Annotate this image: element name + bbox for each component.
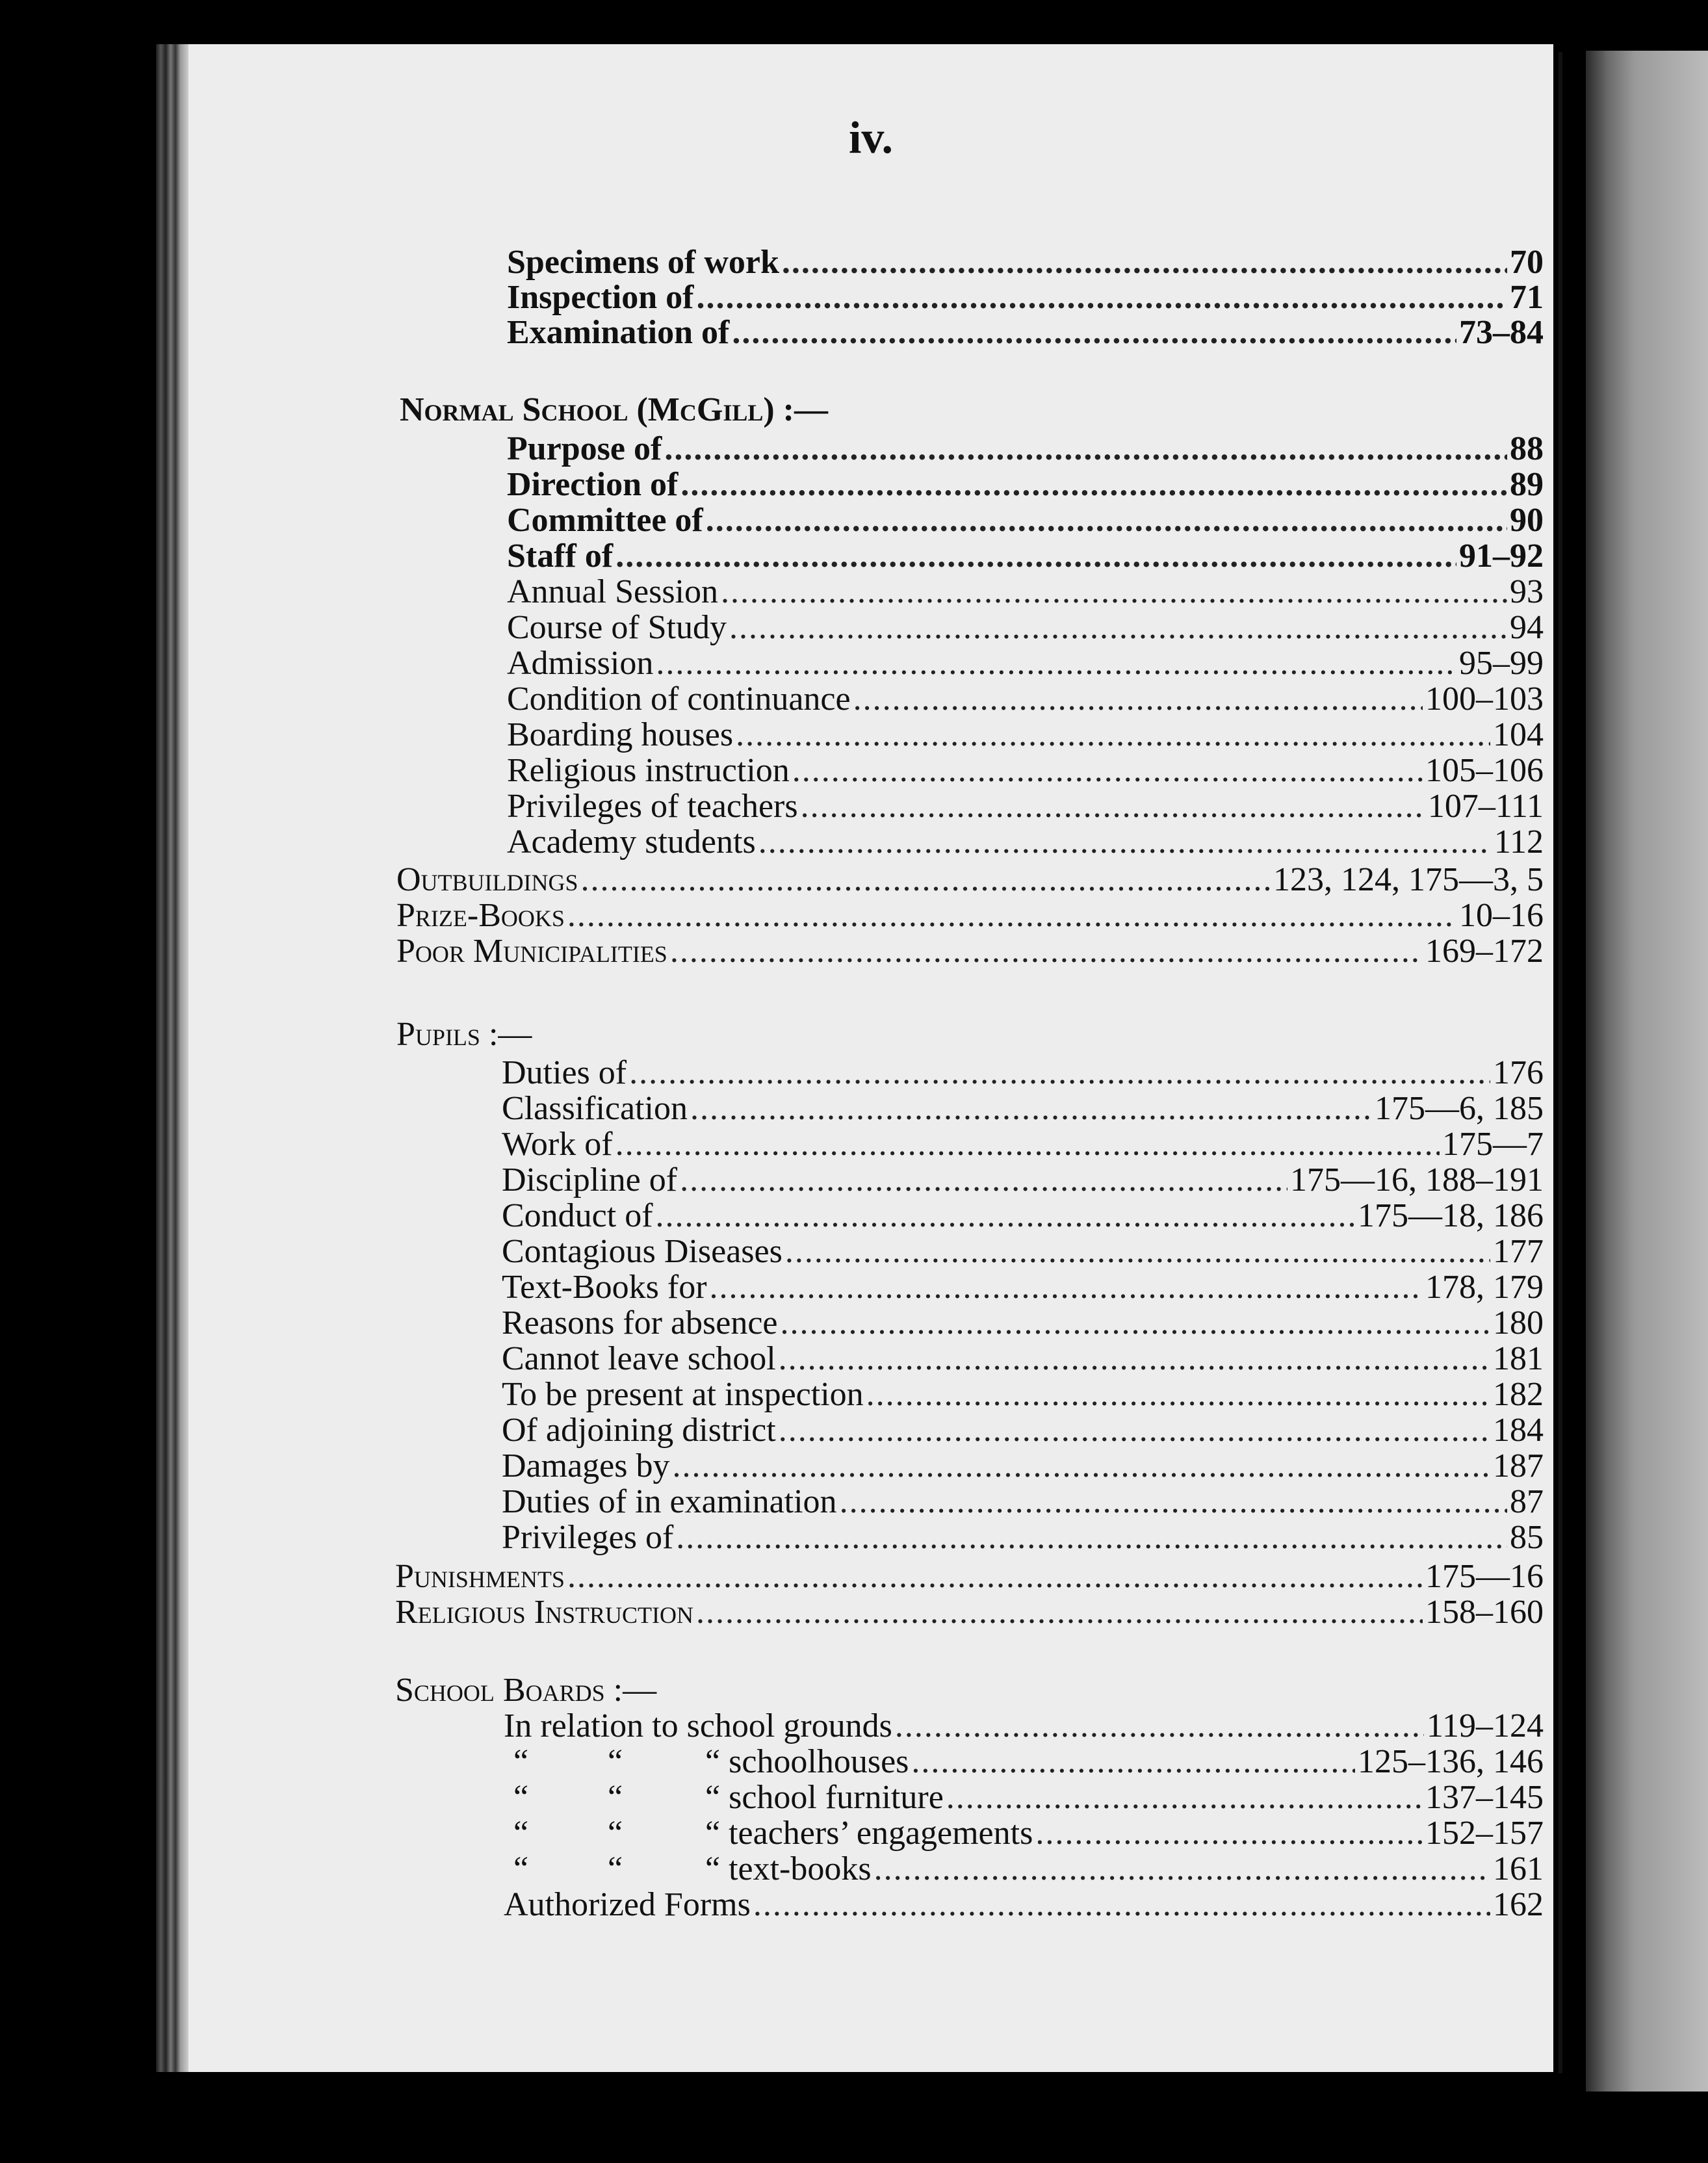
index-entry	[504, 1887, 1544, 1923]
index-entry	[507, 538, 1544, 575]
leader-dots	[676, 1520, 1507, 1556]
leader-dots	[567, 898, 1456, 934]
leader-dots	[581, 862, 1271, 898]
entry-page-ref: 175—6, 185	[1375, 1090, 1544, 1127]
leader-dots	[680, 467, 1507, 503]
index-entry	[507, 574, 1544, 610]
leader-dots	[696, 279, 1507, 316]
adjacent-page-edge	[1586, 51, 1708, 2092]
ditto-mark: “	[513, 1815, 529, 1852]
entry-label: Duties of	[502, 1054, 627, 1091]
entry-label: Reasons for absence	[502, 1304, 778, 1341]
entry-label: Punishments	[395, 1558, 565, 1595]
entry-label: “ teachers’ engagements	[705, 1815, 1033, 1852]
leader-dots	[895, 1708, 1424, 1744]
leader-dots	[670, 933, 1423, 970]
entry-label: Direction of	[507, 466, 679, 503]
entry-label: Course of Study	[507, 609, 727, 646]
entry-label: Condition of continuance	[507, 680, 851, 718]
leader-dots	[721, 574, 1507, 610]
entry-page-ref: 88	[1510, 430, 1544, 467]
leader-dots	[706, 502, 1507, 539]
page-number: iv.	[848, 113, 894, 163]
entry-label: Of adjoining district	[502, 1412, 776, 1449]
index-entry	[507, 753, 1544, 789]
ditto-mark: “	[513, 1779, 529, 1816]
leader-dots	[710, 1269, 1423, 1306]
entry-label: Outbuildings	[396, 861, 578, 898]
entry-label: Committee of	[507, 502, 703, 539]
leader-dots	[615, 1126, 1440, 1163]
entry-page-ref: 71	[1510, 279, 1544, 316]
leader-dots	[615, 538, 1456, 575]
entry-label: Admission	[507, 645, 654, 682]
leader-dots	[736, 717, 1490, 753]
leader-dots	[866, 1377, 1490, 1413]
index-entry	[507, 824, 1544, 861]
entry-page-ref: 125–136, 146	[1358, 1743, 1544, 1780]
entry-page-ref: 178, 179	[1425, 1269, 1544, 1306]
index-entry	[705, 1815, 1544, 1852]
leader-dots	[656, 645, 1456, 682]
index-entry	[502, 1305, 1544, 1341]
entry-label: Boarding houses	[507, 716, 734, 753]
entry-label: Inspection of	[507, 279, 694, 316]
entry-label: Purpose of	[507, 430, 662, 467]
index-entry	[395, 1559, 1544, 1595]
index-entry	[395, 1594, 1544, 1631]
entry-page-ref: 89	[1510, 466, 1544, 503]
index-entry	[502, 1055, 1544, 1091]
entry-label: “ schoolhouses	[705, 1743, 909, 1780]
leader-dots	[629, 1055, 1490, 1091]
leader-dots	[785, 1234, 1490, 1270]
entry-page-ref: 105–106	[1425, 752, 1544, 789]
entry-page-ref: 73–84	[1459, 314, 1544, 351]
leader-dots	[874, 1851, 1490, 1887]
leader-dots	[840, 1484, 1507, 1520]
entry-page-ref: 175—16	[1425, 1558, 1544, 1595]
entry-label: “ school furniture	[705, 1779, 944, 1816]
entry-label: Contagious Diseases	[502, 1233, 783, 1270]
leader-dots	[656, 1198, 1355, 1234]
leader-dots	[782, 244, 1507, 281]
index-entry	[502, 1377, 1544, 1413]
entry-label: Classification	[502, 1090, 688, 1127]
ditto-mark: “	[608, 1779, 623, 1816]
index-entry	[507, 279, 1544, 316]
leader-dots	[567, 1559, 1423, 1595]
index-entry	[705, 1780, 1544, 1816]
index-entry	[502, 1091, 1544, 1127]
entry-page-ref: 175—18, 186	[1358, 1197, 1544, 1234]
leader-dots	[664, 431, 1507, 467]
index-entry	[502, 1341, 1544, 1377]
leader-dots	[801, 788, 1425, 825]
entry-label: Staff of	[507, 538, 614, 575]
entry-page-ref: 176	[1493, 1054, 1544, 1091]
ditto-mark: “	[608, 1815, 623, 1852]
entry-page-ref: 70	[1510, 244, 1544, 281]
index-entry	[504, 1708, 1544, 1744]
index-entry	[396, 933, 1544, 970]
section-heading-school-boards: School Boards :—	[395, 1672, 657, 1709]
index-entry	[507, 717, 1544, 753]
entry-page-ref: 177	[1493, 1233, 1544, 1270]
leader-dots	[729, 610, 1507, 646]
index-entry	[502, 1269, 1544, 1306]
entry-page-ref: 181	[1493, 1340, 1544, 1377]
entry-label: “ text-books	[705, 1850, 872, 1887]
entry-label: Specimens of work	[507, 244, 779, 281]
index-entry	[507, 431, 1544, 467]
leader-dots	[696, 1594, 1423, 1631]
entry-page-ref: 180	[1493, 1304, 1544, 1341]
index-entry	[502, 1412, 1544, 1449]
index-entry	[705, 1744, 1544, 1780]
entry-label: Examination of	[507, 314, 730, 351]
index-entry	[705, 1851, 1544, 1887]
index-entry	[507, 467, 1544, 503]
index-entry	[507, 681, 1544, 718]
entry-page-ref: 119–124	[1426, 1707, 1544, 1744]
index-entry	[502, 1162, 1544, 1198]
entry-label: Religious instruction	[507, 752, 790, 789]
entry-label: Poor Municipalities	[396, 933, 667, 970]
entry-page-ref: 169–172	[1425, 933, 1544, 970]
ditto-mark: “	[608, 1743, 623, 1780]
leader-dots	[680, 1162, 1287, 1198]
index-entry	[502, 1198, 1544, 1234]
leader-dots	[1035, 1815, 1423, 1852]
entry-label: Privileges of	[502, 1519, 674, 1556]
entry-page-ref: 87	[1510, 1483, 1544, 1520]
ditto-mark: “	[608, 1850, 623, 1887]
entry-page-ref: 152–157	[1425, 1815, 1544, 1852]
entry-label: Text-Books for	[502, 1269, 707, 1306]
index-entry	[502, 1234, 1544, 1270]
leader-dots	[732, 315, 1456, 351]
leader-dots	[753, 1887, 1490, 1923]
leader-dots	[758, 824, 1492, 861]
leader-dots	[672, 1448, 1490, 1484]
entry-page-ref: 90	[1510, 502, 1544, 539]
entry-label: Work of	[502, 1126, 613, 1163]
index-entry	[507, 610, 1544, 646]
entry-label: Authorized Forms	[504, 1886, 751, 1923]
entry-page-ref: 158–160	[1425, 1594, 1544, 1631]
index-entry	[396, 898, 1544, 934]
entry-label: Conduct of	[502, 1197, 653, 1234]
index-entry	[507, 502, 1544, 539]
entry-page-ref: 10–16	[1459, 897, 1544, 934]
entry-page-ref: 100–103	[1425, 680, 1544, 718]
entry-page-ref: 182	[1493, 1376, 1544, 1413]
entry-label: Privileges of teachers	[507, 788, 798, 825]
entry-page-ref: 175—7	[1442, 1126, 1544, 1163]
entry-page-ref: 184	[1493, 1412, 1544, 1449]
entry-page-ref: 93	[1510, 573, 1544, 610]
entry-label: Annual Session	[507, 573, 718, 610]
leader-dots	[690, 1091, 1372, 1127]
entry-page-ref: 187	[1493, 1447, 1544, 1484]
entry-page-ref: 94	[1510, 609, 1544, 646]
index-entry	[502, 1520, 1544, 1556]
index-entry	[502, 1484, 1544, 1520]
index-entry	[507, 645, 1544, 682]
entry-label: Religious Instruction	[395, 1594, 693, 1631]
index-entry	[396, 862, 1544, 898]
entry-page-ref: 112	[1494, 823, 1544, 861]
leader-dots	[911, 1744, 1355, 1780]
book-binding	[156, 44, 188, 2072]
leader-dots	[946, 1780, 1423, 1816]
entry-page-ref: 91–92	[1459, 538, 1544, 575]
entry-label: Prize-Books	[396, 897, 565, 934]
entry-page-ref: 162	[1493, 1886, 1544, 1923]
entry-page-ref: 85	[1510, 1519, 1544, 1556]
entry-page-ref: 161	[1493, 1850, 1544, 1887]
entry-label: Damages by	[502, 1447, 670, 1484]
index-entry	[507, 315, 1544, 351]
entry-page-ref: 137–145	[1425, 1779, 1544, 1816]
ditto-mark: “	[513, 1743, 529, 1780]
entry-page-ref: 175—16, 188–191	[1290, 1161, 1544, 1198]
index-entry	[502, 1448, 1544, 1484]
leader-dots	[853, 681, 1423, 718]
leader-dots	[781, 1305, 1490, 1341]
leader-dots	[792, 753, 1423, 789]
entry-label: Duties of in examination	[502, 1483, 837, 1520]
entry-page-ref: 107–111	[1427, 788, 1544, 825]
section-heading-pupils: Pupils :—	[396, 1016, 532, 1053]
index-page	[188, 44, 1553, 2072]
leader-dots	[779, 1412, 1490, 1449]
ditto-mark: “	[513, 1850, 529, 1887]
entry-label: Academy students	[507, 823, 756, 861]
entry-label: Cannot leave school	[502, 1340, 776, 1377]
entry-label: Discipline of	[502, 1161, 678, 1198]
leader-dots	[779, 1341, 1490, 1377]
entry-page-ref: 95–99	[1459, 645, 1544, 682]
index-entry	[507, 788, 1544, 825]
entry-label: In relation to school grounds	[504, 1707, 892, 1744]
section-heading-normal-school: Normal School (McGill) :—	[400, 391, 828, 428]
entry-label: To be present at inspection	[502, 1376, 864, 1413]
page-gutter	[1559, 52, 1562, 2073]
entry-page-ref: 104	[1493, 716, 1544, 753]
entry-page-ref: 123, 124, 175—3, 5	[1273, 861, 1544, 898]
index-entry	[507, 244, 1544, 281]
index-entry	[502, 1126, 1544, 1163]
